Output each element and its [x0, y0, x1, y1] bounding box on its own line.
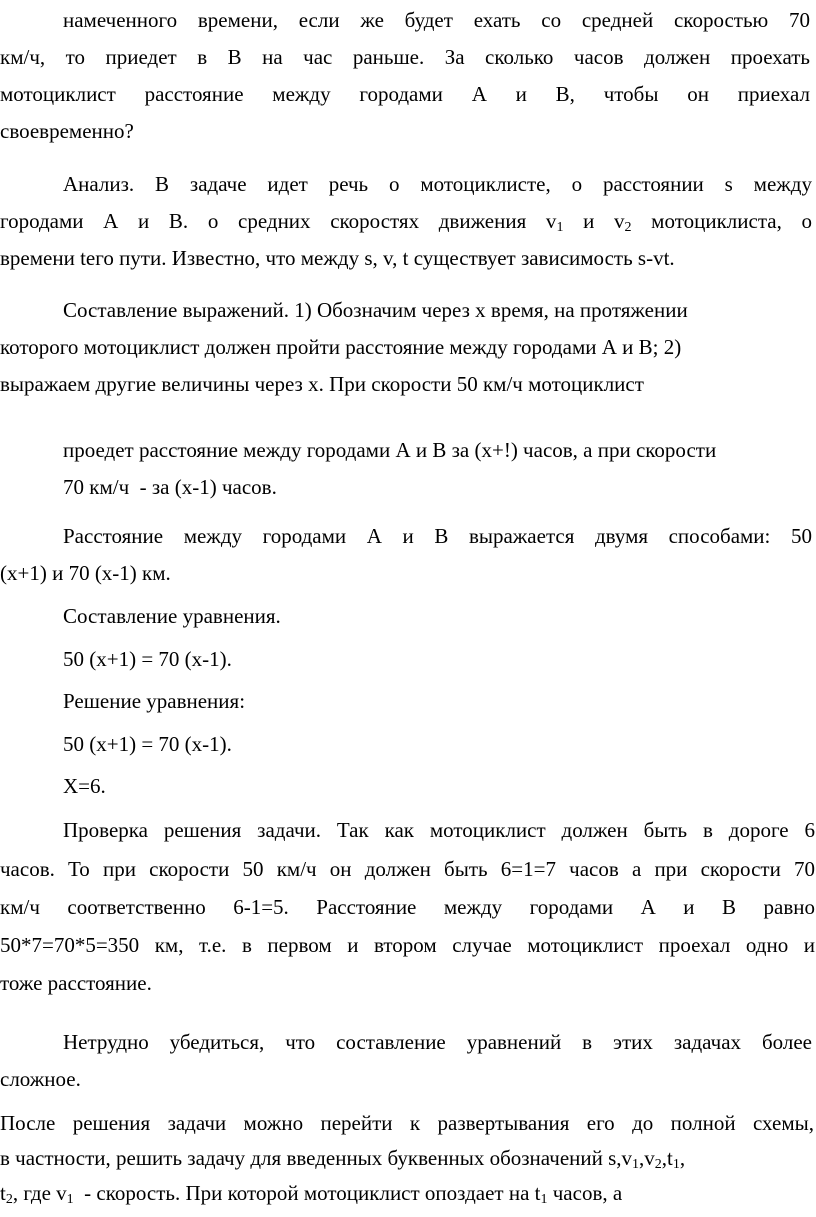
- subscript: 2: [654, 1157, 662, 1172]
- paragraph-analysis: [63, 166, 812, 203]
- subscript: 1: [672, 1157, 680, 1172]
- text-run: мотоциклиста, о: [631, 209, 812, 233]
- text-line: Решение уравнения:: [63, 689, 246, 713]
- equation-result: [63, 768, 106, 805]
- text-line: 50 (х+1) = 70 (х-1).: [63, 732, 232, 756]
- text-line: Проверка решения задачи. Так как мотоциклист должен быть в дороге 6: [63, 818, 815, 842]
- text-line: Нетрудно убедиться, что составление уравнений в этих задачах более: [63, 1030, 812, 1054]
- text-line: 50*7=70*5=350 км, т.е. в первом и втором случае мотоциклист проехал одно и: [0, 933, 815, 957]
- paragraph-analysis-body: [0, 203, 812, 277]
- text-line: часов. То при скорости 50 км/ч он должен быть 6=1=7 часов а при скорости 70: [0, 857, 815, 881]
- heading-equation-setup: [63, 598, 281, 635]
- text-line: [0, 1141, 814, 1176]
- subscript: 1: [540, 1192, 548, 1207]
- paragraph-remark-body: [0, 1061, 810, 1098]
- text-line: км/ч, то приедет в В на час раньше. За сколько часов должен проехать: [0, 45, 810, 69]
- text-run: ,t: [661, 1146, 673, 1170]
- paragraph-distance: [63, 518, 812, 555]
- subscript: 1: [632, 1157, 640, 1172]
- paragraph-problem-continuation: [63, 2, 810, 39]
- text-line: сложное.: [0, 1067, 81, 1091]
- text-run: городами А и В. о средних скоростях движения v: [0, 209, 557, 233]
- equation-1: [63, 641, 232, 678]
- text-line: 70 км/ч - за (х-1) часов.: [63, 475, 277, 499]
- text-line: намеченного времени, если же будет ехать со средней скоростью 70: [63, 8, 810, 32]
- text-run: ,v: [639, 1146, 655, 1170]
- text-run: t: [0, 1181, 6, 1205]
- text-line: Анализ. В задаче идет речь о мотоциклисте, о расстоянии s между: [63, 172, 812, 196]
- text-line: Х=6.: [63, 774, 106, 798]
- text-line: времени tего пути. Известно, что между s, v, t существует зависимость s-vt.: [0, 246, 675, 270]
- text-line: 50 (х+1) = 70 (х-1).: [63, 647, 232, 671]
- text-line: выражаем другие величины через х. При скорости 50 км/ч мотоциклист: [0, 372, 644, 396]
- paragraph-expressions-body: [0, 329, 810, 403]
- text-line: своевременно?: [0, 119, 134, 143]
- text-line: км/ч соответственно 6-1=5. Расстояние между городами А и В равно: [0, 895, 815, 919]
- subscript: 1: [66, 1192, 74, 1207]
- paragraph-distance-body: [0, 555, 810, 592]
- text-line: тоже расстояние.: [0, 971, 152, 995]
- subscript: 2: [624, 220, 632, 235]
- text-line: проедет расстояние между городами А и В за (х+!) часов, а при скорости: [63, 438, 717, 462]
- text-run: в частности, решить задачу для введенных буквенных обозначений s,v: [0, 1146, 633, 1170]
- paragraph-check-body: [0, 850, 815, 1002]
- text-run: , где v: [12, 1181, 67, 1205]
- paragraph-speeds: [63, 432, 812, 506]
- text-line: (х+1) и 70 (х-1) км.: [0, 561, 171, 585]
- paragraph-check: [63, 812, 815, 849]
- heading-equation-solution: [63, 683, 245, 720]
- paragraph-extension: [0, 1106, 814, 1211]
- text-line: Составление уравнения.: [63, 604, 281, 628]
- paragraph-remark: [63, 1024, 812, 1061]
- text-line: После решения задачи можно перейти к развертывания его до полной схемы,: [0, 1111, 814, 1135]
- paragraph-problem-continuation-body: [0, 39, 810, 150]
- text-run: часов, а: [547, 1181, 623, 1205]
- text-line: Расстояние между городами А и В выражается двумя способами: 50: [63, 524, 812, 548]
- text-line: мотоциклист расстояние между городами А и В, чтобы он приехал: [0, 82, 810, 106]
- subscript: 2: [5, 1192, 13, 1207]
- subscript: 1: [556, 220, 564, 235]
- text-run: ,: [679, 1146, 686, 1170]
- text-line: [0, 203, 812, 240]
- text-run: - скорость. При которой мотоциклист опоздает на t: [73, 1181, 541, 1205]
- text-line: которого мотоциклист должен пройти расстояние между городами А и В; 2): [0, 335, 682, 359]
- equation-2: [63, 726, 232, 763]
- text-line: [0, 1176, 814, 1211]
- text-line: Составление выражений. 1) Обозначим через х время, на протяжении: [63, 298, 688, 322]
- text-run: и v: [563, 209, 625, 233]
- paragraph-expressions: [63, 292, 793, 329]
